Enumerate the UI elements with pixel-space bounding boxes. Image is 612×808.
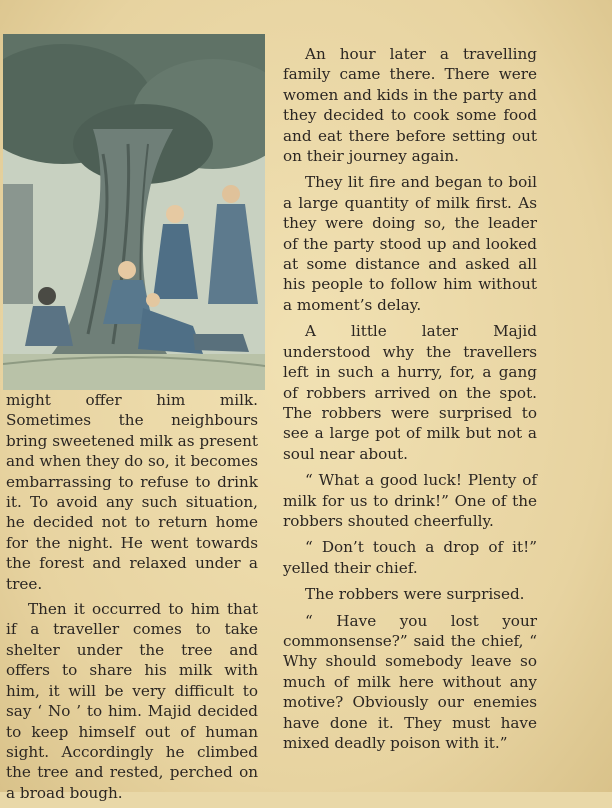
right-text-column xyxy=(283,44,537,759)
tree-travellers-drawing xyxy=(3,34,265,390)
right-paragraph-7: “ Have you lost your commonsense?” said the chief, “ Why should somebody leave so much of milk here without any motive? Obviously our enemies have done it. They must have mixed deadly poison with it.” xyxy=(283,611,537,752)
right-paragraph-5: “ Don’t touch a drop of it!” yelled their chief. xyxy=(283,538,537,577)
right-paragraph-3: A little later Majid understood why the travellers left in such a hurry, for, a gang of robbers arrived on the spot. The robbers were surprised to see a large pot of milk but not a soul near about. xyxy=(283,322,537,463)
right-paragraph-2: They lit fire and began to boil a large quantity of milk first. As they were doing so, the leader of the party stood up and looked at some distance and asked all his people to follow him without a moment’s delay. xyxy=(283,173,537,314)
forest-scene-illustration xyxy=(3,34,265,390)
left-paragraph-1: might offer him milk. Sometimes the neighbours bring sweetened milk as present and when they do so, it becomes embarrassing to refuse to drink it. To avoid any such situation, he decided not to return home for the night. He went towards the forest and relaxed under a tree. xyxy=(6,391,258,593)
left-paragraph-2: Then it occurred to him that if a traveller comes to take shelter under the tree and offers to share his milk with him, it will be very difficult to say ‘ No ’ to him. Majid decided to keep himself out of human sight. Accordingly he climbed the tree and rested, perched on a broad bough. xyxy=(6,600,258,802)
right-paragraph-4: “ What a good luck! Plenty of milk for us to drink!” One of the robbers shouted cheerfully. xyxy=(283,471,537,530)
right-paragraph-1: An hour later a travelling family came there. There were women and kids in the party and they decided to cook some food and eat there before setting out on their journey again. xyxy=(283,45,537,166)
right-paragraph-6: The robbers were surprised. xyxy=(305,585,525,604)
left-text-column xyxy=(6,390,258,808)
